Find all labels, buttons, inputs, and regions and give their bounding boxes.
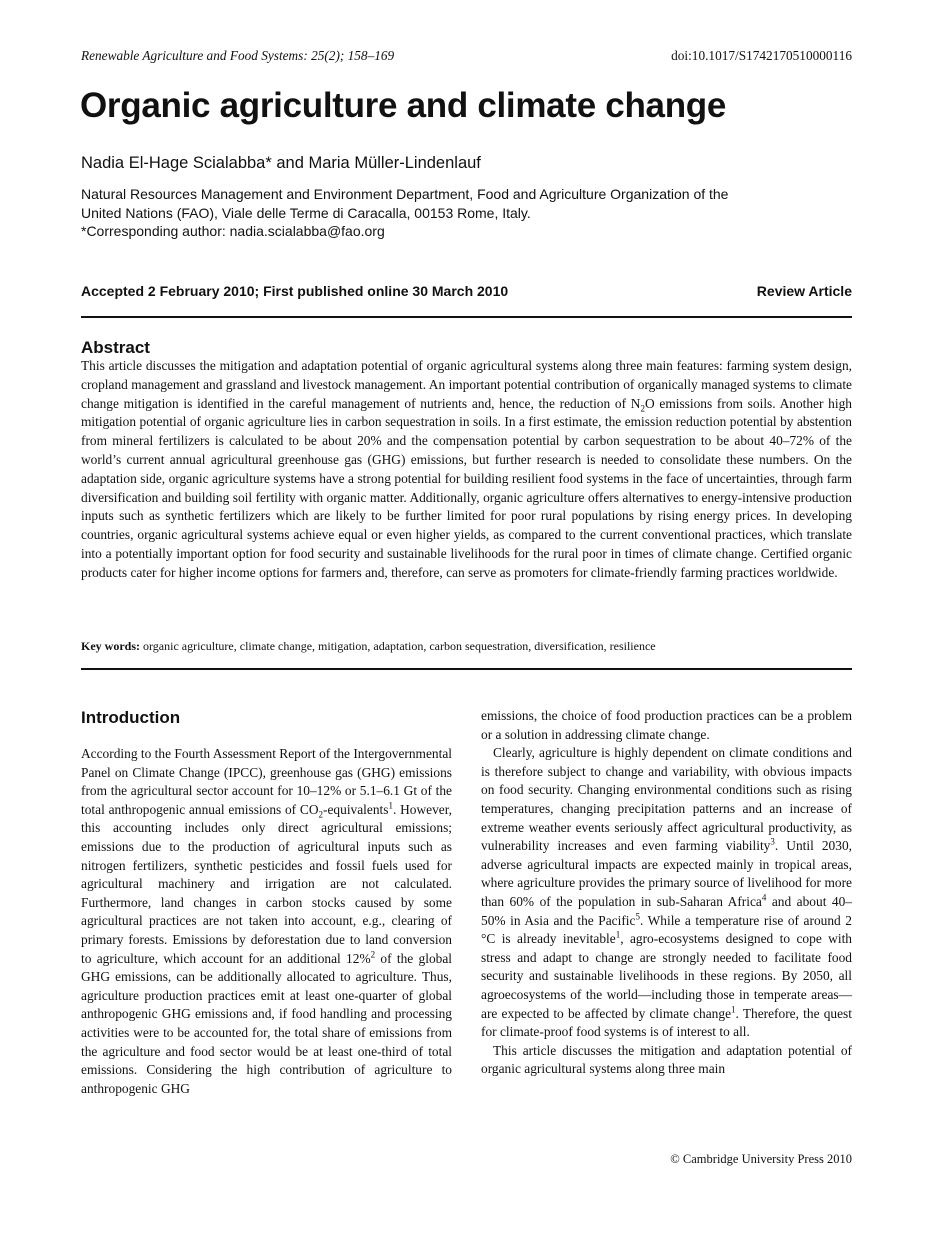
footnote-ref[interactable]: 1 [388,800,393,811]
footnote-ref[interactable]: 5 [635,911,640,922]
paragraph: This article discusses the mitigation and adaptation potential of organic agricultural systems along three main [481,1042,852,1077]
footnote-ref[interactable]: 3 [770,836,775,847]
authors: Nadia El-Hage Scialabba* and Maria Müller-Lindenlauf [81,154,481,172]
subscript: 2 [318,809,324,820]
affiliation [81,185,861,241]
journal-citation: Renewable Agriculture and Food Systems: 25(2); 158–169 [81,48,395,63]
copyright: © Cambridge University Press 2010 [670,1152,852,1166]
paragraph: According to the Fourth Assessment Report of the Intergovernmental Panel on Climate Change (IPCC), greenhouse gas (GHG) emissions from the agricultural sector account for 10–12% or 5.1–6.1 Gt of the total anthropogenic annual emissions of $CO_2-equivalents^1$. However, this accounting includes only direct agricultural emissions; emissions due to the production of agricultural inputs such as nitrogen fertilizers, synthetic pesticides and fossil fuels used for agricultural machinery and irrigation are not calculated. Furthermore, land changes in carbon stocks caused by some agricultural practices are not taken into account, e.g., clearing of primary forests. Emissions by deforestation due to land conversion to agriculture, which account for an additional 12%$^2$ of the global GHG emissions, can be additionally allocated to agriculture. Thus, agriculture production practices emit at least one-quarter of global anthropogenic GHG emissions and, if food handling and processing activities were to be accounted for, the total share of emissions from the agriculture and food sector would be at least one-third of total emissions. Considering the high contribution of agriculture to anthropogenic GHG [81,746,453,1096]
footnote-ref[interactable]: 1 [731,1004,736,1015]
left-column [81,745,452,1098]
right-column [481,707,852,1079]
abstract-text: This article discusses the mitigation and adaptation potential of organic agricultural systems along three main features: farming system design, cropland management and grassland and livestock management. An important potential contribution of organically managed systems to climate change mitigation is identified in the careful management of nutrients and, hence, the reduction of $N_2O$ emissions from soils. Another high mitigation potential of organic agriculture lies in carbon sequestration in soils. In a first estimate, the emission reduction potential by abstention from mineral fertilizers is calculated to be about 20% and the compensation potential by carbon sequestration to be about 40–72% of the world’s current annual agricultural greenhouse gas (GHG) emissions, but further research is needed to consolidate these numbers. On the adaptation side, organic agriculture systems have a strong potential for building resilient food systems in the face of uncertainties, through farm diversification and building soil fertility with organic matter. Additionally, organic agriculture offers alternatives to energy-intensive production inputs such as synthetic fertilizers which are likely to be further limited for poor rural populations by rising energy prices. In developing countries, organic agricultural systems achieve equal or even higher yields, as compared to the current conventional practices, which translate into a potentially important option for food security and sustainable livelihoods for the rural poor in times of climate change. Certified organic products cater for higher income options for farmers and, therefore, can serve as promoters for climate-friendly farming practices worldwide. [81,358,852,580]
affiliation-line: Natural Resources Management and Environment Department, Food and Agriculture Organization of the [81,186,729,202]
keywords-label: Key words: [81,639,140,653]
divider [81,316,852,318]
publication-dates: Accepted 2 February 2010; First published online 30 March 2010 [81,283,509,299]
footnote-ref[interactable]: 1 [615,929,621,940]
article-type: Review Article [756,283,852,299]
doi[interactable]: doi:10.1017/S1742170510000116 [671,48,852,63]
subscript: 2 [640,403,645,414]
keywords-text: organic agriculture, climate change, mitigation, adaptation, carbon sequestration, diversification, resilience [143,639,656,653]
corresponding-author: *Corresponding author: nadia.scialabba@fao.org [81,223,385,239]
footnote-ref[interactable]: 2 [370,949,376,960]
publication-dates-row [81,283,852,299]
affiliation-line: United Nations (FAO), Viale delle Terme di Caracalla, 00153 Rome, Italy. [81,204,531,221]
abstract-heading: Abstract [81,338,150,357]
introduction-heading: Introduction [81,708,181,727]
paragraph: emissions, the choice of food production practices can be a problem or a solution in addressing climate change. [481,708,852,742]
divider [81,668,852,670]
footnote-ref[interactable]: 4 [761,892,767,903]
running-header [81,48,852,64]
keywords [81,639,852,654]
paragraph: Clearly, agriculture is highly dependent on climate conditions and is therefore subject to change and variability, with obvious impacts on food security. Changing environmental conditions such as rising temperatures, changing precipitation patterns and an increase of extreme weather events seriously affect agricultural productivity, as vulnerability increases and even farming viability$^3$. Until 2030, adverse agricultural impacts are expected mainly in tropical areas, where agriculture provides the primary source of livelihood for more than 60% of the population in sub-Saharan Africa$^4$ and about 40–50% in Asia and the Pacific$^5$. While a temperature rise of around 2 °C is already inevitable$^1$, agro-ecosystems designed to cope with stress and adapt to change are strongly needed to facilitate food security and sustainable livelihoods in these regions. By 2050, all agroecosystems of the world—including those in temperate areas—are expected to be affected by climate change$^1$. Therefore, the quest for climate-proof food systems is of interest to all. [481,745,852,1040]
paper-title: Organic agriculture and climate change [80,86,727,125]
